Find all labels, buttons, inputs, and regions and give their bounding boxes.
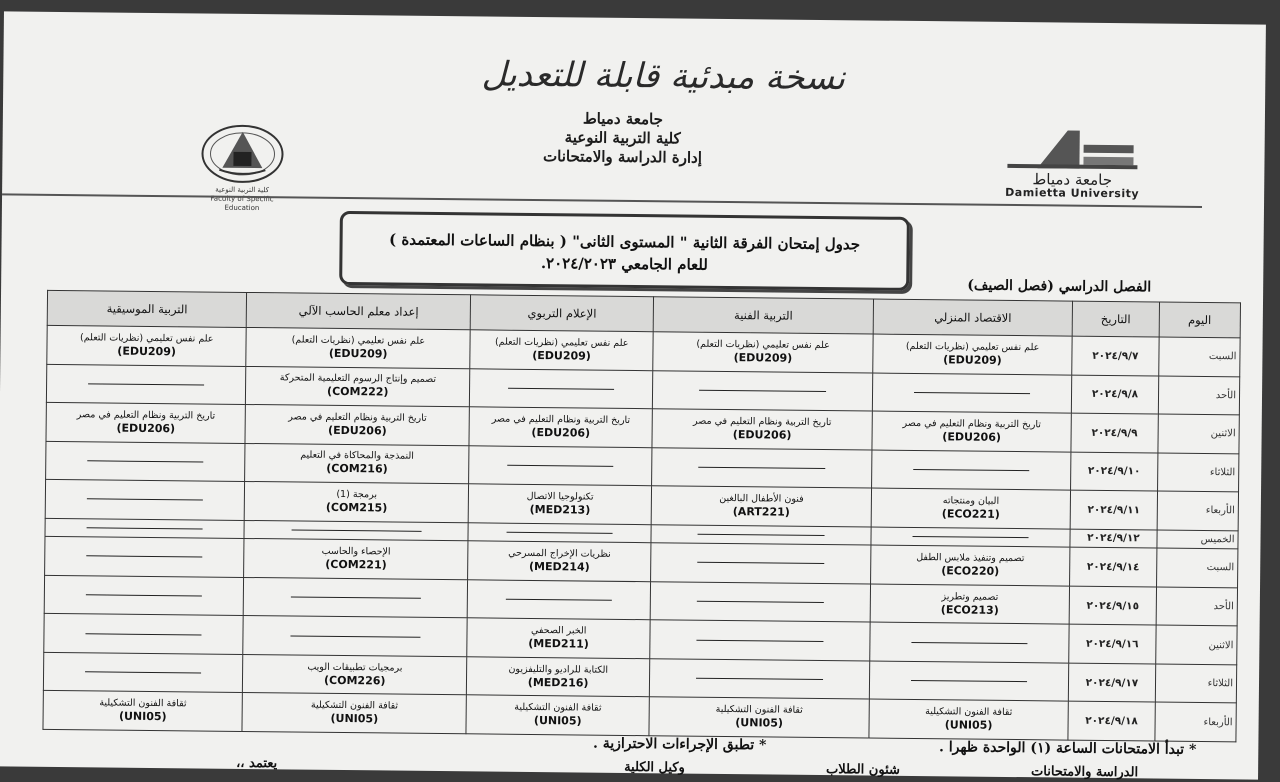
- course-code: (EDU206): [531, 425, 591, 440]
- course-name: علم نفس تعليمي (نظريات التعلم): [79, 331, 214, 345]
- course-code: (EDU206): [942, 430, 1001, 444]
- course-code: (ART221): [732, 504, 790, 519]
- empty-slot-line: [697, 600, 825, 603]
- signature-student-affairs: شئون الطلاب: [826, 762, 901, 778]
- day-cell: الخميس: [1157, 530, 1239, 549]
- course-code: (MED211): [528, 636, 589, 651]
- course-name: تصميم وتنفيذ ملابس الطفل: [916, 551, 1025, 565]
- faculty-logo-en: Faculty of Specific Education: [210, 194, 274, 213]
- course-name: برمجيات تطبيقات الويب: [307, 661, 403, 674]
- schedule-year: للعام الجامعي ٢٠٢٤/٢٠٢٣.: [540, 254, 708, 274]
- exam-schedule-table: [42, 290, 1241, 742]
- course-name: تاريخ التربية ونظام التعليم في مصر: [491, 413, 631, 426]
- course-code: (UNI05): [944, 718, 993, 732]
- empty-slot-line: [699, 389, 827, 392]
- course-code: (COM222): [327, 385, 389, 399]
- day-cell: السبت: [1156, 548, 1238, 587]
- university-logo-ar: جامعة دمياط: [1032, 170, 1113, 190]
- footnote-start-time: * تبدأ الامتحانات الساعة (١) الواحدة ظهرا .: [938, 739, 1197, 758]
- exam-cell-art-education: [649, 697, 869, 738]
- day-cell: الأربعاء: [1155, 702, 1237, 742]
- column-header-home-economics: الاقتصاد المنزلي: [873, 299, 1073, 336]
- date-cell: ٢٠٢٤/٩/١٢: [1070, 529, 1157, 548]
- course-code: (UNI05): [118, 709, 167, 724]
- date-cell: ٢٠٢٤/٩/١٥: [1069, 586, 1156, 625]
- empty-slot-line: [86, 670, 201, 673]
- exam-cell-computer-teacher: [244, 539, 468, 580]
- column-header-computer-teacher: إعداد معلم الحاسب الآلي: [247, 292, 471, 329]
- empty-slot-line: [696, 638, 824, 641]
- faculty-logo: [197, 121, 288, 213]
- exam-cell-music-education: [46, 402, 246, 443]
- exam-cell-music-education: [45, 479, 245, 520]
- exam-cell-computer-teacher: [245, 405, 469, 446]
- exam-cell-music-education: [43, 652, 243, 693]
- date-cell: ٢٠٢٤/٩/٩: [1071, 413, 1158, 452]
- exam-cell-art-education: [651, 543, 871, 584]
- exam-cell-home-economics: [869, 699, 1069, 740]
- date-cell: ٢٠٢٤/٩/١١: [1070, 490, 1157, 529]
- empty-slot-line: [914, 391, 1029, 394]
- empty-slot-line: [698, 466, 826, 469]
- column-header-day: اليوم: [1159, 302, 1241, 338]
- empty-slot-line: [87, 498, 202, 501]
- exam-cell-computer-teacher: [243, 654, 467, 695]
- exam-cell-home-economics: [869, 661, 1069, 702]
- course-code: (EDU209): [117, 344, 177, 358]
- day-cell: الأحد: [1158, 376, 1240, 415]
- exam-cell-home-economics: [872, 411, 1072, 452]
- column-header-music-education: التربية الموسيقية: [47, 290, 247, 327]
- course-name: ثقافة الفنون التشكيلية: [514, 701, 602, 714]
- empty-slot-line: [914, 468, 1029, 471]
- day-cell: الاثنين: [1155, 625, 1237, 664]
- university-header: [522, 109, 723, 168]
- exam-cell-music-education: [47, 325, 247, 366]
- exam-cell-media-education: [467, 618, 650, 658]
- column-header-art-education: التربية الفنية: [653, 297, 873, 334]
- column-header-date: التاريخ: [1072, 301, 1159, 337]
- empty-slot-line: [912, 640, 1027, 643]
- empty-slot-line: [88, 459, 203, 462]
- header-department: إدارة الدراسة والامتحانات: [542, 147, 703, 167]
- exam-cell-media-education: [467, 580, 650, 620]
- empty-slot-line: [911, 679, 1026, 682]
- header-faculty: كلية التربية النوعية: [564, 128, 681, 148]
- exam-cell-home-economics: [871, 488, 1071, 529]
- exam-cell-computer-teacher: [245, 482, 469, 523]
- header-university: جامعة دمياط: [582, 109, 664, 129]
- date-cell: ٢٠٢٤/٩/١٧: [1069, 663, 1156, 702]
- course-code: (COM221): [325, 557, 387, 572]
- exam-cell-computer-teacher: [244, 520, 468, 541]
- exam-cell-media-education: [469, 445, 652, 485]
- course-name: نظريات الإخراج المسرحي: [508, 547, 611, 560]
- course-code: (UNI05): [330, 712, 379, 726]
- exam-cell-music-education: [43, 691, 243, 732]
- course-name: تاريخ التربية ونظام التعليم في مصر: [902, 417, 1042, 431]
- empty-slot-line: [508, 387, 614, 390]
- course-name: البيان ومنتجاته: [942, 495, 1000, 507]
- exam-cell-art-education: [653, 332, 873, 373]
- schedule-title-box: [339, 211, 910, 291]
- day-cell: الأربعاء: [1157, 491, 1239, 530]
- empty-slot-line: [508, 464, 614, 467]
- exam-cell-computer-teacher: [246, 327, 470, 368]
- date-cell: ٢٠٢٤/٩/١٠: [1071, 452, 1158, 491]
- exam-cell-art-education: [653, 370, 873, 411]
- empty-slot-line: [291, 528, 421, 531]
- course-code: (EDU206): [116, 421, 176, 436]
- empty-slot-line: [506, 598, 612, 601]
- exam-cell-media-education: [469, 407, 652, 447]
- course-name: ثقافة الفنون التشكيلية: [310, 699, 399, 712]
- signature-exams-office: الدراسة والامتحانات: [1031, 764, 1139, 781]
- empty-slot-line: [290, 634, 420, 637]
- course-name: تاريخ التربية ونظام التعليم في مصر: [288, 411, 427, 424]
- exam-cell-computer-teacher: [244, 577, 468, 618]
- course-code: (ECO220): [941, 564, 1000, 578]
- course-name: تاريخ التربية ونظام التعليم في مصر: [76, 409, 216, 422]
- empty-slot-line: [86, 593, 201, 596]
- exam-cell-music-education: [46, 441, 246, 482]
- course-code: (EDU209): [943, 353, 1002, 367]
- exam-cell-music-education: [45, 518, 245, 539]
- course-code: (EDU209): [532, 348, 591, 363]
- course-name: ثقافة الفنون التشكيلية: [925, 706, 1013, 719]
- exam-cell-art-education: [650, 581, 870, 622]
- exam-cell-home-economics: [872, 373, 1072, 414]
- course-code: (MED214): [528, 559, 590, 574]
- course-name: الكتابة للراديو والتليفزيون: [508, 663, 609, 676]
- course-code: (COM216): [326, 462, 388, 476]
- empty-slot-line: [697, 533, 825, 536]
- day-cell: السبت: [1158, 337, 1240, 376]
- course-name: علم نفس تعليمي (نظريات التعلم): [905, 340, 1040, 354]
- course-name: علم نفس تعليمي (نظريات التعلم): [291, 334, 426, 347]
- exam-cell-computer-teacher: [245, 443, 469, 484]
- day-cell: الثلاثاء: [1157, 453, 1239, 492]
- exam-cell-art-education: [650, 659, 870, 700]
- university-emblem-icon: [997, 124, 1147, 174]
- exam-cell-home-economics: [870, 545, 1070, 586]
- university-logo: [997, 124, 1148, 206]
- date-cell: ٢٠٢٤/٩/٧: [1072, 336, 1159, 375]
- exam-cell-home-economics: [873, 334, 1073, 375]
- course-code: (COM226): [323, 673, 386, 688]
- exam-cell-computer-teacher: [246, 366, 470, 407]
- empty-slot-line: [86, 632, 201, 635]
- schedule-title: جدول إمتحان الفرقة الثانية " المستوى الثانى" ( بنظام الساعات المعتمدة ): [388, 230, 861, 254]
- faculty-emblem-icon: [197, 121, 288, 186]
- exam-cell-music-education: [44, 614, 244, 655]
- exam-cell-home-economics: [871, 450, 1071, 491]
- exam-cell-computer-teacher: [243, 616, 467, 657]
- document-page: [0, 11, 1266, 779]
- course-code: (EDU209): [328, 346, 388, 361]
- course-name: علم نفس تعليمي (نظريات التعلم): [696, 338, 830, 351]
- exam-cell-media-education: [466, 657, 649, 697]
- day-cell: الأحد: [1156, 587, 1238, 626]
- exam-cell-music-education: [45, 537, 245, 578]
- course-code: (MED213): [529, 502, 591, 517]
- course-code: (UNI05): [735, 716, 783, 730]
- day-cell: الثلاثاء: [1155, 664, 1237, 703]
- signature-vice-dean: وكيل الكلية: [624, 759, 685, 776]
- date-cell: ٢٠٢٤/٩/١٨: [1068, 701, 1155, 741]
- course-code: (COM215): [325, 500, 388, 515]
- exam-cell-media-education: [468, 541, 651, 581]
- handwritten-note: نسخة مبدئية قابلة للتعديل: [481, 54, 846, 99]
- exam-cell-media-education: [470, 368, 653, 408]
- course-code: (EDU206): [328, 423, 387, 438]
- exam-cell-media-education: [470, 330, 653, 370]
- course-code: (MED216): [527, 675, 589, 690]
- course-code: (EDU209): [733, 350, 793, 365]
- empty-slot-line: [697, 561, 825, 564]
- course-name: تكنولوجيا الاتصال: [526, 490, 594, 503]
- course-name: تصميم وتطريز: [941, 590, 999, 603]
- signature-approved: يعتمد ،،: [236, 755, 278, 772]
- exam-cell-computer-teacher: [242, 693, 466, 734]
- empty-slot-line: [696, 677, 824, 680]
- day-cell: الاثنين: [1158, 414, 1240, 453]
- university-logo-en: Damietta University: [1005, 185, 1140, 201]
- empty-slot-line: [87, 526, 202, 529]
- empty-slot-line: [507, 531, 613, 534]
- empty-slot-line: [89, 382, 204, 385]
- footnote-precautions: * تطبق الإجراءات الاحترازية .: [592, 735, 767, 754]
- empty-slot-line: [87, 555, 202, 558]
- course-code: (ECO213): [940, 602, 999, 617]
- exam-cell-home-economics: [870, 622, 1070, 663]
- course-code: (ECO221): [941, 507, 1000, 521]
- course-name: تصميم وإنتاج الرسوم التعليمية المتحركة: [279, 372, 437, 386]
- course-name: ثقافة الفنون التشكيلية: [99, 697, 187, 710]
- course-name: الإحصاء والحاسب: [321, 545, 391, 558]
- exam-cell-media-education: [466, 695, 649, 736]
- course-code: (EDU206): [732, 427, 792, 442]
- table-body: [43, 325, 1240, 741]
- exam-cell-home-economics: [871, 527, 1071, 548]
- course-name: برمجة (1): [336, 488, 378, 501]
- column-header-media-education: الإعلام التربوي: [470, 295, 653, 332]
- exam-cell-media-education: [468, 484, 651, 524]
- exam-cell-art-education: [651, 486, 871, 527]
- course-name: الخبر الصحفي: [530, 624, 587, 637]
- exam-cell-art-education: [651, 524, 871, 545]
- date-cell: ٢٠٢٤/٩/١٦: [1069, 624, 1156, 663]
- date-cell: ٢٠٢٤/٩/١٤: [1070, 547, 1157, 586]
- course-name: علم نفس تعليمي (نظريات التعلم): [494, 336, 629, 349]
- semester-label: الفصل الدراسي (فصل الصيف): [967, 277, 1152, 296]
- exam-cell-music-education: [46, 364, 246, 405]
- exam-cell-home-economics: [870, 584, 1070, 625]
- empty-slot-line: [913, 535, 1028, 538]
- empty-slot-line: [291, 595, 421, 598]
- date-cell: ٢٠٢٤/٩/٨: [1072, 375, 1159, 414]
- course-name: ثقافة الفنون التشكيلية: [715, 704, 803, 716]
- faculty-logo-ar: كلية التربية النوعية: [215, 185, 270, 195]
- course-name: النمذجة والمحاكاة في التعليم: [300, 449, 415, 463]
- course-name: تاريخ التربية ونظام التعليم في مصر: [693, 415, 832, 428]
- exam-cell-media-education: [468, 522, 651, 542]
- exam-cell-music-education: [44, 575, 244, 616]
- course-name: فنون الأطفال البالغين: [719, 492, 804, 505]
- exam-cell-art-education: [652, 409, 872, 450]
- exam-cell-art-education: [650, 620, 870, 661]
- exam-cell-art-education: [652, 447, 872, 488]
- course-code: (UNI05): [533, 714, 582, 728]
